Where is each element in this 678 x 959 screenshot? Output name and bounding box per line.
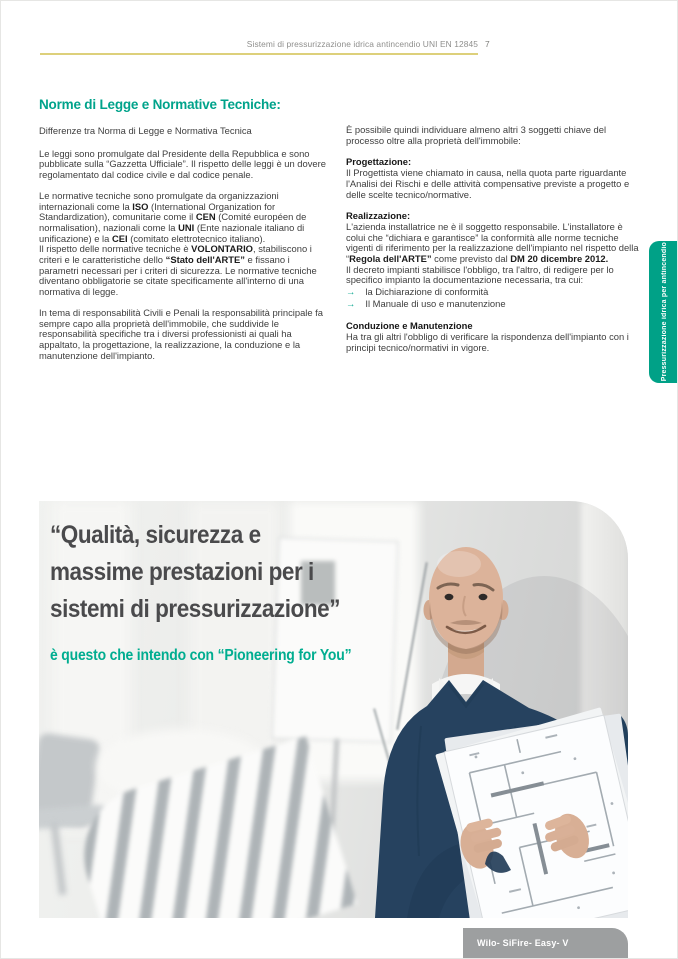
arrow-icon: → [346,286,356,298]
side-tab-label: Pressurizzazione idrica per antincendio [660,242,668,382]
paragraph-laws: Le leggi sono promulgate dal Presidente della Repubblica e sono pubblicate sulla “Gazzetta Ufficiale”. Il rispetto delle leggi è un dovere regolamentato dal codice civile e dal codice penale. [39,147,326,181]
section-heading: Norme di Legge e Normative Tecniche: [39,97,281,112]
block-conduzione [346,321,641,353]
paragraph-responsibility: In tema di responsabilità Civili e Penali la responsabilità principale fa sempre capo alla proprietà dell'immobile, che suddivide le responsabilità specifiche tra i diversi professionisti ai quali ha appaltato, la progettazione, la realizzazione, la conduzione e la manutenzione dell'impianto. [39,306,324,361]
chapter-side-tab [649,241,678,383]
left-column [39,97,331,371]
page-number: 7 [485,39,490,49]
quote-text [50,517,340,628]
quote-line: sistemi di pressurizzazione” [50,595,340,623]
product-badge-label: Wilo- SiFire- Easy- V [477,938,569,948]
block-progettazione [346,157,641,200]
block-heading: Conduzione e Manutenzione [346,320,473,332]
quote-subtitle: è questo che intendo con “Pioneering for You” [50,647,352,664]
block-heading: Progettazione: [346,156,412,168]
hero-photo [39,501,628,918]
right-column [346,125,641,364]
block-realizzazione [346,211,641,309]
block-body: Ha tra gli altri l'obbligo di verificare la rispondenza dell'impianto con i principi tecnico/normativi in vigore. [346,330,629,353]
arrow-icon: → [346,297,356,309]
product-badge [463,928,628,959]
paragraph-technical-norms: Le normative tecniche sono promulgate da organizzazioni internazionali come la ISO (International Organization for Standardization), comunitarie come il CEN (Comité européen de normalisation), nazionali come la UNI (Ente nazionale italiano di unificazione) e la CEI (comitato elettrotecnico italiano). Il rispetto delle normative tecniche è VOLONTARIO, stabiliscono i criteri e le caratteristiche dello “Stato dell'ARTE” e fissano i parametri necessari per i criteri di sicurezza. Le normative tecniche diventano obbligatorie se citate specificamente all'interno di una normativa di legge. [39,189,317,298]
list-item-label: Il Manuale di uso e manutenzione [365,297,506,309]
block-body: Il Progettista viene chiamato in causa, nella quota parte riguardante l'Analisi dei Rischi e delle attività compensative previste a progetto e delle scelte tecnico/normative. [346,167,630,200]
list-item-label: la Dichiarazione di conformità [365,286,489,298]
subheading: Differenze tra Norma di Legge e Normativa Tecnica [39,125,252,136]
list-item [346,298,641,310]
list-item [346,286,641,298]
quote-line: massime prestazioni per i [50,558,314,586]
block-body: L'azienda installatrice ne è il soggetto responsabile. L'installatore è colui che “dichiara e garantisce” la conformità alle norme tecniche vigenti di riferimento per la realizzazione dell'impianto nel rispetto della “Regola dell'ARTE” come previsto dal DM 20 dicembre 2012. [346,220,639,265]
header-running-title: Sistemi di pressurizzazione idrica antincendio UNI EN 12845 [246,39,478,49]
quote-line: “Qualità, sicurezza e [50,521,261,549]
block-heading: Realizzazione: [346,210,411,222]
block-body-2: Il decreto impianti stabilisce l'obbligo, tra l'altro, di redigere per lo specifico impianto la documentazione necessaria, tra cui: [346,263,614,286]
intro-paragraph: È possibile quindi individuare almeno altri 3 soggetti chiave del processo oltre alla proprietà dell'immobile: [346,124,607,146]
chair [51,823,67,895]
header-rule [40,53,478,55]
